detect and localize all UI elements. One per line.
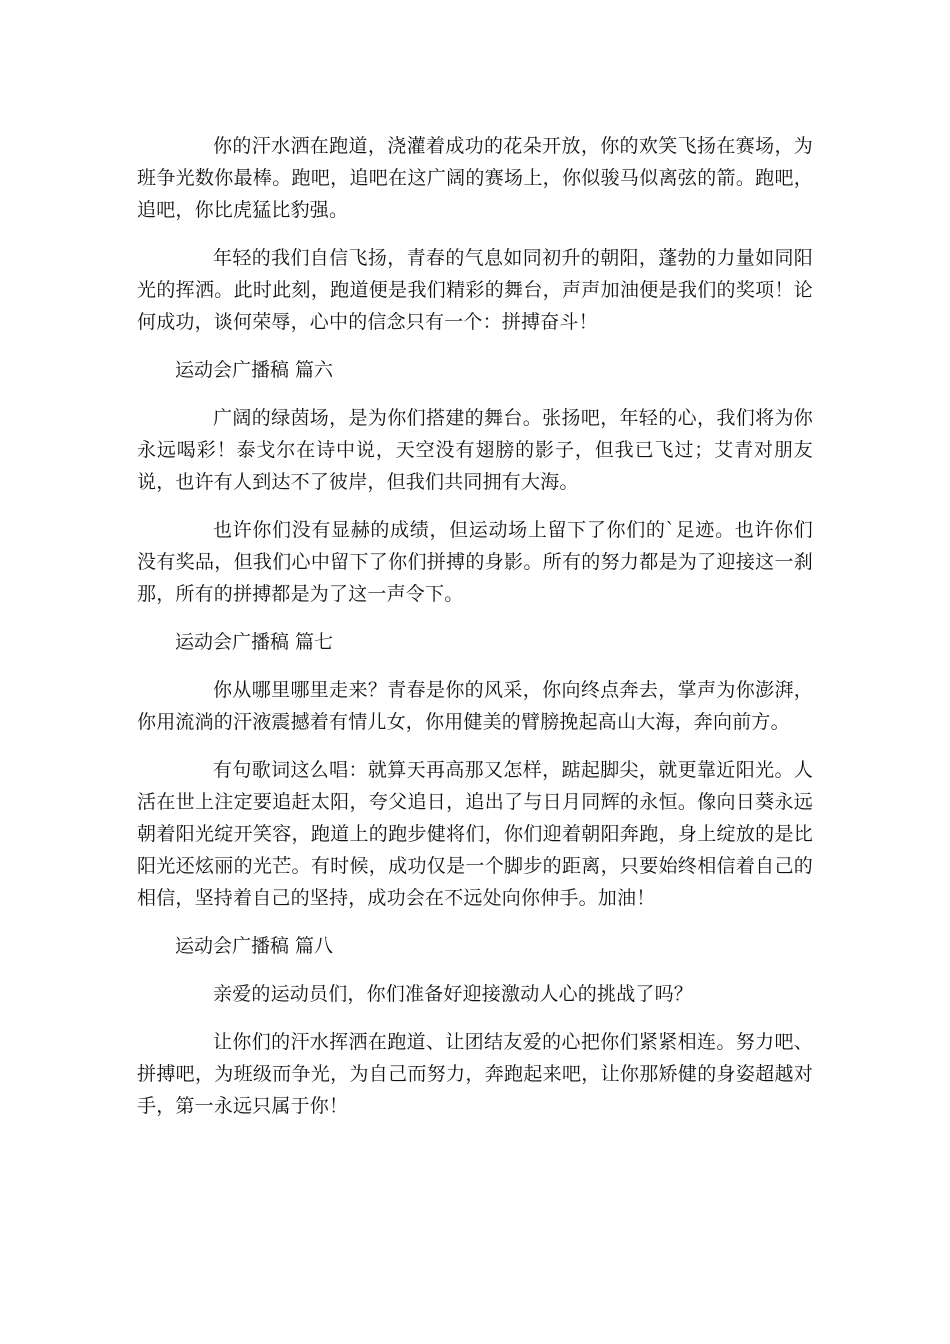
paragraph-5: 你从哪里哪里走来？青春是你的风采，你向终点奔去，掌声为你澎湃，你用流淌的汗液震撼着有情儿女，你用健美的臂膀挽起高山大海，奔向前方。	[137, 679, 813, 733]
paragraph-8: 让你们的汗水挥洒在跑道、让团结友爱的心把你们紧紧相连。努力吧、拼搏吧，为班级而争光，为自己而努力，奔跑起来吧，让你那矫健的身姿超越对手，第一永远只属于你！	[137, 1031, 813, 1117]
paragraph-3: 广阔的绿茵场，是为你们搭建的舞台。张扬吧，年轻的心，我们将为你永远喝彩！泰戈尔在诗中说，天空没有翅膀的影子，但我已飞过；艾青对朋友说，也许有人到达不了彼岸，但我们共同拥有大海。	[137, 407, 813, 493]
section-heading-7: 运动会广播稿 篇七	[175, 631, 334, 653]
section-heading-8: 运动会广播稿 篇八	[175, 935, 334, 957]
paragraph-1: 你的汗水洒在跑道，浇灌着成功的花朵开放，你的欢笑飞扬在赛场，为班争光数你最棒。跑吧，追吧在这广阔的赛场上，你似骏马似离弦的箭。跑吧，追吧，你比虎猛比豹强。	[137, 135, 813, 221]
document-body	[137, 130, 813, 1122]
paragraph-7: 亲爱的运动员们，你们准备好迎接激动人心的挑战了吗？	[213, 983, 694, 1005]
paragraph-2: 年轻的我们自信飞扬，青春的气息如同初升的朝阳，蓬勃的力量如同阳光的挥洒。此时此刻，跑道便是我们精彩的舞台，声声加油便是我们的奖项！论何成功，谈何荣辱，心中的信念只有一个：拼搏奋斗！	[137, 247, 813, 333]
paragraph-6: 有句歌词这么唱：就算天再高那又怎样，踮起脚尖，就更靠近阳光。人活在世上注定要追赶太阳，夸父追日，追出了与日月同辉的永恒。像向日葵永远朝着阳光绽开笑容，跑道上的跑步健将们，你们迎着朝阳奔跑，身上绽放的是比阳光还炫丽的光芒。有时候，成功仅是一个脚步的距离，只要始终相信着自己的相信，坚持着自己的坚持，成功会在不远处向你伸手。加油！	[137, 759, 813, 909]
section-heading-6: 运动会广播稿 篇六	[175, 359, 334, 381]
paragraph-4: 也许你们没有显赫的成绩，但运动场上留下了你们的`足迹。也许你们没有奖品，但我们心中留下了你们拼搏的身影。所有的努力都是为了迎接这一刹那，所有的拼搏都是为了这一声令下。	[137, 519, 813, 605]
